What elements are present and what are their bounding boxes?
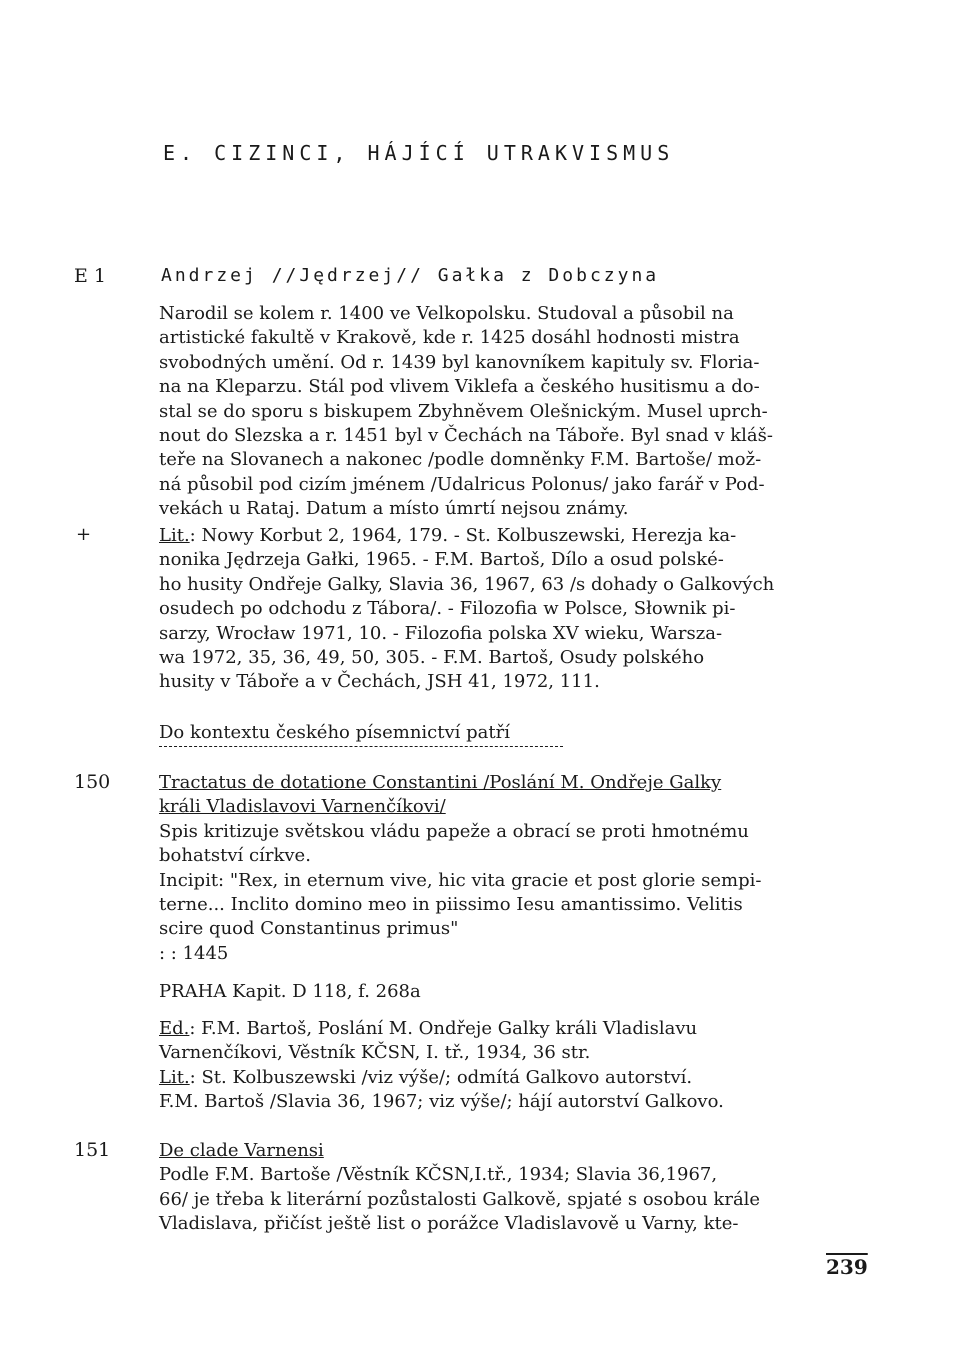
bio-line: Narodil se kolem r. 1400 ve Velkopolsku. Studoval a působil na bbox=[159, 303, 734, 324]
entry-title-e1: Andrzej //Jędrzej// Gałka z Dobczyna bbox=[161, 265, 660, 286]
entry-number-150: 150 bbox=[74, 771, 111, 793]
lit-line: F.M. Bartoš /Slavia 36, 1967; viz výše/; hájí autorství Galkovo. bbox=[159, 1091, 724, 1113]
lit-first-text: : Nowy Korbut 2, 1964, 179. - St. Kolbuszewski, Herezja ka- bbox=[189, 525, 737, 546]
entry-150-title-line: králi Vladislavovi Varnenčíkovi/ bbox=[159, 796, 446, 818]
dashed-underline bbox=[159, 746, 563, 747]
margin-plus-mark: + bbox=[76, 524, 92, 545]
page-number: 239 bbox=[826, 1255, 868, 1279]
lit-line: nonika Jędrzeja Gałki, 1965. - F.M. Bartoš, Dílo a osud polské- bbox=[159, 549, 724, 571]
lit-line: husity v Táboře a v Čechách, JSH 41, 1972, 111. bbox=[159, 671, 600, 693]
entry-150-references bbox=[159, 1017, 879, 1115]
entry-e1-biography bbox=[159, 302, 879, 522]
lit-line bbox=[159, 524, 879, 548]
bio-line: teře na Slovanech a nakonec /podle domněnky F.M. Bartoše/ mož- bbox=[159, 449, 762, 471]
bio-line: ná působil pod cizím jménem /Udalricus Polonus/ jako farář v Pod- bbox=[159, 473, 765, 495]
desc-line: bohatství církve. bbox=[159, 845, 311, 867]
text-line: Podle F.M. Bartoše /Věstník KČSN,I.tř., 1934; Slavia 36,1967, bbox=[159, 1164, 718, 1186]
incipit-line: terne... Inclito domino meo in piissimo Iesu amantissimo. Velitis bbox=[159, 894, 743, 916]
entry-e1-literature bbox=[159, 524, 879, 695]
entry-number-e1: E 1 bbox=[74, 265, 106, 287]
lit-line: ho husity Ondřeje Galky, Slavia 36, 1967, 63 /s dohady o Galkových bbox=[159, 573, 775, 595]
incipit-line: Incipit: "Rex, in eternum vive, hic vita gracie et post glorie sempi- bbox=[159, 869, 762, 891]
entry-150-title-line: Tractatus de dotatione Constantini /Poslání M. Ondřeje Galky bbox=[159, 772, 722, 793]
ed-label: Ed. bbox=[159, 1018, 190, 1039]
incipit-line: scire quod Constantinus primus" bbox=[159, 918, 459, 940]
lit-label: Lit. bbox=[159, 1066, 190, 1088]
entry-150-body bbox=[159, 771, 879, 966]
context-heading: Do kontextu českého písemnictví patří bbox=[159, 722, 510, 743]
bio-line: svobodných umění. Od r. 1439 byl kanovníkem kapituly sv. Floria- bbox=[159, 351, 760, 373]
manuscript-location bbox=[159, 980, 879, 1004]
date-line: : : 1445 bbox=[159, 942, 229, 964]
entry-151-title: De clade Varnensi bbox=[159, 1140, 324, 1161]
ed-line: Varnenčíkovi, Věstník KČSN, I. tř., 1934, 36 str. bbox=[159, 1042, 591, 1064]
manuscript-line: PRAHA Kapit. D 118, f. 268a bbox=[159, 981, 421, 1002]
ed-line bbox=[159, 1017, 879, 1041]
lit-line: wa 1972, 35, 36, 49, 50, 305. - F.M. Bartoš, Osudy polského bbox=[159, 647, 705, 669]
text-line: Vladislava, přičíst ještě list o porážce Vladislavově u Varny, kte- bbox=[159, 1213, 739, 1235]
lit-line: osudech po odchodu z Tábora/. - Filozofia w Polsce, Słownik pi- bbox=[159, 598, 736, 620]
text-line: 66/ je třeba k literární pozůstalosti Galkově, spjaté s osobou krále bbox=[159, 1188, 761, 1210]
bio-line: stal se do sporu s biskupem Zbyhněvem Olešnickým. Musel uprch- bbox=[159, 400, 768, 422]
ed-first-text: : F.M. Bartoš, Poslání M. Ondřeje Galky králi Vladislavu bbox=[189, 1018, 698, 1039]
lit-line bbox=[159, 1066, 879, 1090]
section-heading: E. CIZINCI, HÁJÍCÍ UTRAKVISMUS bbox=[163, 141, 675, 165]
bio-line: na na Kleparzu. Stál pod vlivem Viklefa a českého husitismu a do- bbox=[159, 376, 760, 398]
lit-line: sarzy, Wrocław 1971, 10. - Filozofia polska XV wieku, Warsza- bbox=[159, 622, 723, 644]
entry-151-body bbox=[159, 1139, 879, 1237]
desc-line: Spis kritizuje světskou vládu papeže a obrací se proti hmotnému bbox=[159, 820, 749, 842]
bio-line: artistické fakultě v Krakově, kde r. 1425 dosáhl hodnosti mistra bbox=[159, 327, 740, 349]
bio-line: vekách u Rataj. Datum a místo úmrtí nejsou známy. bbox=[159, 498, 629, 520]
lit-label: Lit. bbox=[159, 525, 190, 546]
bio-line: nout do Slezska a r. 1451 byl v Čechách na Táboře. Byl snad v kláš- bbox=[159, 425, 773, 447]
entry-number-151: 151 bbox=[74, 1139, 111, 1161]
lit-first-text: : St. Kolbuszewski /viz výše/; odmítá Galkovo autorství. bbox=[189, 1066, 693, 1088]
